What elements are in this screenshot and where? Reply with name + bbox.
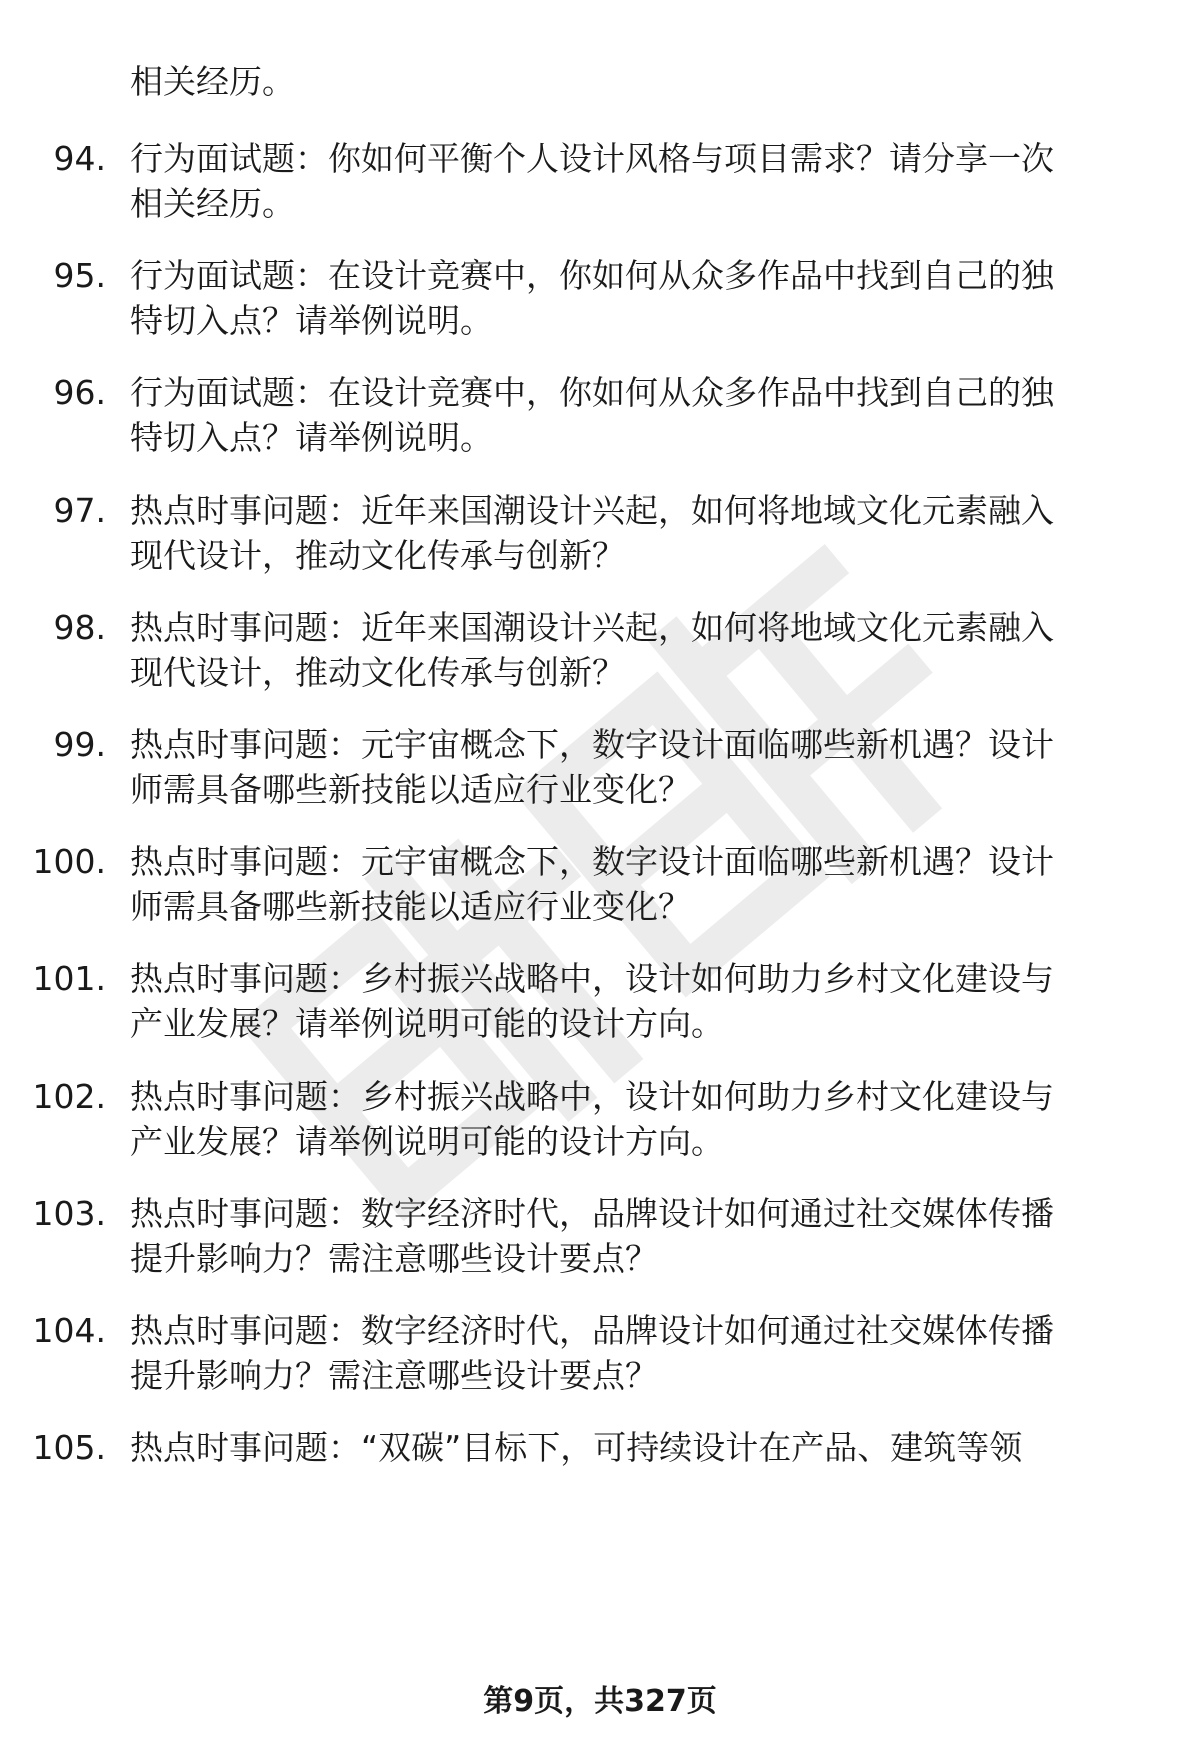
item-text-line-2: 提升影响力？需注意哪些设计要点？	[130, 1356, 658, 1395]
item-number: 102.	[32, 1077, 106, 1116]
item-number: 103.	[32, 1194, 106, 1233]
item-text-line-1: 行为面试题：在设计竞赛中，你如何从众多作品中找到自己的独	[130, 373, 1054, 412]
item-text-line-1: 热点时事问题：近年来国潮设计兴起，如何将地域文化元素融入	[130, 608, 1054, 647]
list-item	[0, 1309, 1200, 1399]
list-item	[0, 371, 1200, 461]
list-item	[0, 1426, 1200, 1516]
list-item	[0, 254, 1200, 344]
item-text-line-1: 热点时事问题：数字经济时代，品牌设计如何通过社交媒体传播	[130, 1311, 1054, 1350]
item-number: 100.	[32, 842, 106, 881]
item-number: 99.	[53, 725, 106, 764]
item-text-line-1: 行为面试题：在设计竞赛中，你如何从众多作品中找到自己的独	[130, 256, 1054, 295]
item-text-line-1: 热点时事问题：元宇宙概念下，数字设计面临哪些新机遇？设计	[130, 725, 1054, 764]
item-number: 96.	[53, 373, 106, 412]
list-item	[0, 1192, 1200, 1282]
item-text-line-2: 师需具备哪些新技能以适应行业变化？	[130, 887, 691, 926]
item-text-line-2: 现代设计，推动文化传承与创新？	[130, 536, 625, 575]
item-number: 94.	[53, 139, 106, 178]
item-text-line-2: 产业发展？请举例说明可能的设计方向。	[130, 1122, 724, 1161]
item-number: 98.	[53, 608, 106, 647]
list-item	[0, 489, 1200, 579]
item-text-line-2: 产业发展？请举例说明可能的设计方向。	[130, 1004, 724, 1043]
item-text-line-1: 行为面试题：你如何平衡个人设计风格与项目需求？请分享一次	[130, 139, 1054, 178]
list-item	[0, 840, 1200, 930]
item-number: 105.	[32, 1428, 106, 1467]
page-footer: 第9页，共327页	[483, 1684, 717, 1719]
item-text-line-1: 热点时事问题：乡村振兴战略中，设计如何助力乡村文化建设与	[130, 959, 1054, 998]
continuation-text: 相关经历。	[130, 62, 295, 101]
item-text-line-1: 热点时事问题：乡村振兴战略中，设计如何助力乡村文化建设与	[130, 1077, 1054, 1116]
list-item	[0, 606, 1200, 696]
item-text-line-2: 特切入点？请举例说明。	[130, 301, 493, 340]
item-number: 104.	[32, 1311, 106, 1350]
item-text-line-2: 师需具备哪些新技能以适应行业变化？	[130, 770, 691, 809]
item-text-line-2: 提升影响力？需注意哪些设计要点？	[130, 1239, 658, 1278]
item-number: 97.	[53, 491, 106, 530]
item-text-line-1: 热点时事问题：近年来国潮设计兴起，如何将地域文化元素融入	[130, 491, 1054, 530]
list-item	[0, 137, 1200, 227]
item-text-line-1: 热点时事问题：数字经济时代，品牌设计如何通过社交媒体传播	[130, 1194, 1054, 1233]
list-item	[0, 723, 1200, 813]
item-text-line-2: 特切入点？请举例说明。	[130, 418, 493, 457]
item-text-line-1: 热点时事问题：元宇宙概念下，数字设计面临哪些新机遇？设计	[130, 842, 1054, 881]
item-text-line-2: 现代设计，推动文化传承与创新？	[130, 653, 625, 692]
item-number: 95.	[53, 256, 106, 295]
list-item	[0, 1075, 1200, 1165]
item-text-line-1: 热点时事问题：“双碳”目标下，可持续设计在产品、建筑等领	[130, 1428, 1023, 1467]
item-number: 101.	[32, 959, 106, 998]
list-item	[0, 957, 1200, 1047]
item-text-line-2: 相关经历。	[130, 184, 295, 223]
